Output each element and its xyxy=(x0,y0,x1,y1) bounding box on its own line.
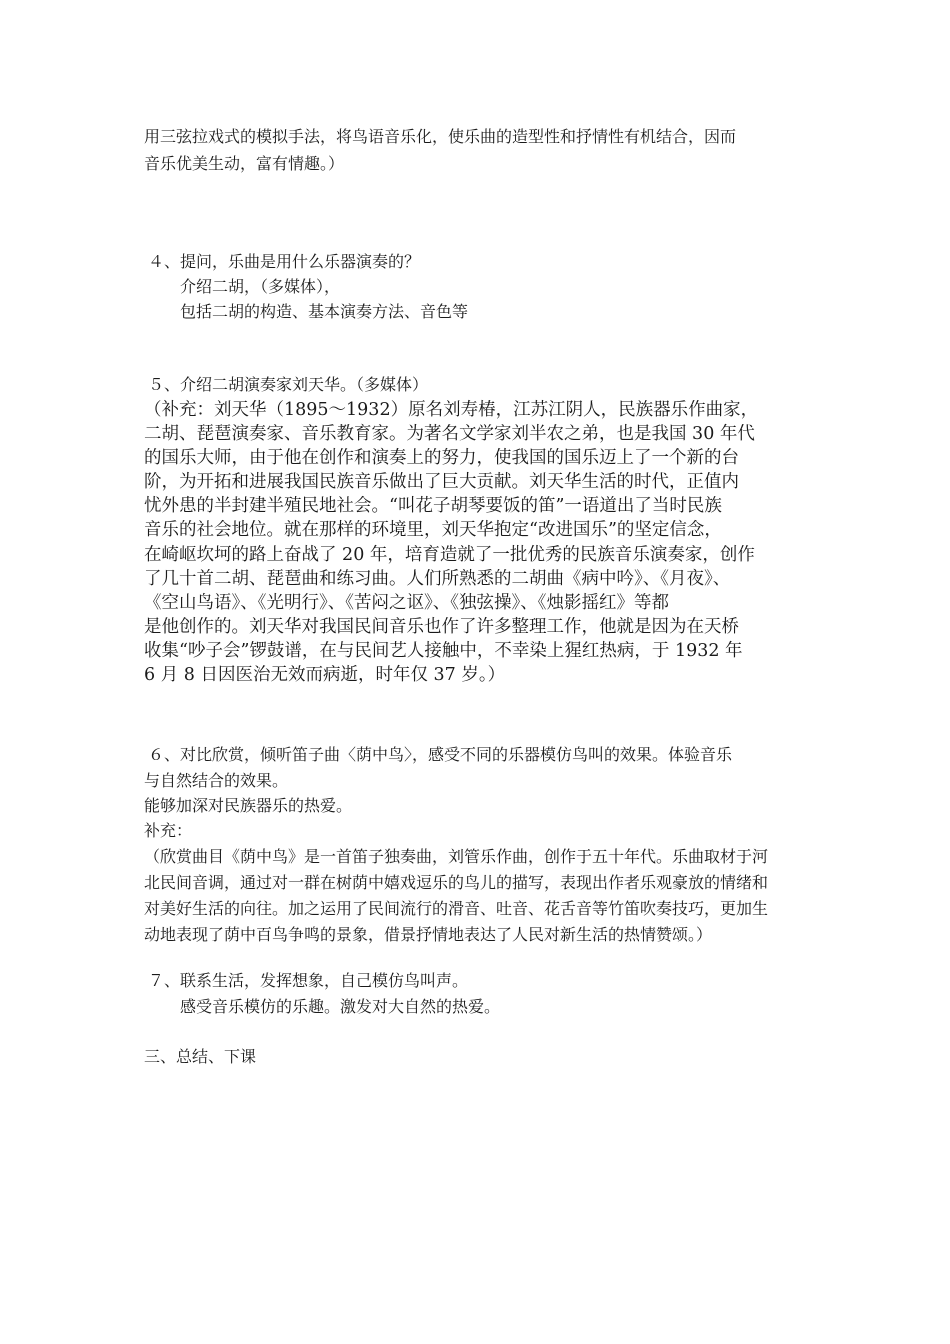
item5-line-7: 在崎岖坎坷的路上奋战了 20 年，培育造就了一批优秀的民族音乐演奏家，创作 xyxy=(144,545,755,565)
item6-line-7: 动地表现了荫中百鸟争鸣的景象，借景抒情地表达了人民对新生活的热情赞颂。） xyxy=(144,925,713,944)
item5-line-8: 了几十首二胡、琵琶曲和练习曲。人们所熟悉的二胡曲《病中吟》、《月夜》、 xyxy=(144,569,731,589)
item7-line-1: 感受音乐模仿的乐趣。激发对大自然的热爱。 xyxy=(180,997,501,1016)
item6-line-1: 与自然结合的效果。 xyxy=(144,771,289,790)
item5-line-2: 二胡、琵琶演奏家、音乐教育家。为著名文学家刘半农之弟，也是我国 30 年代 xyxy=(144,424,755,444)
item6-line-2: 能够加深对民族器乐的热爱。 xyxy=(144,796,353,815)
item6-line-3: 补充： xyxy=(144,821,193,840)
item5-line-12: 6 月 8 日因医治无效而病逝，时年仅 37 岁。） xyxy=(144,665,506,685)
item6-line-5: 北民间音调，通过对一群在树荫中嬉戏逗乐的鸟儿的描写，表现出作者乐观豪放的情绪和 xyxy=(144,873,769,892)
item5-line-11: 收集“吵子会”锣鼓谱，在与民间艺人接触中，不幸染上猩红热病，于 1932 年 xyxy=(144,641,743,661)
item4-line-1: 介绍二胡，（多媒体）， xyxy=(180,277,341,296)
item7-title: ７、联系生活，发挥想象，自己模仿鸟叫声。 xyxy=(148,971,469,990)
intro-line-1: 用三弦拉戏式的模拟手法，将鸟语音乐化，使乐曲的造型性和抒情性有机结合，因而 xyxy=(144,127,737,146)
item6-line-6: 对美好生活的向往。加之运用了民间流行的滑音、吐音、花舌音等竹笛吹奏技巧，更加生 xyxy=(144,899,769,918)
item5-line-4: 阶，为开拓和进展我国民族音乐做出了巨大贡献。刘天华生活的时代，正值内 xyxy=(144,472,739,492)
item4-title: ４、提问，乐曲是用什么乐器演奏的？ xyxy=(148,252,421,271)
intro-line-2: 音乐优美生动，富有情趣。） xyxy=(144,154,345,173)
item4-line-2: 包括二胡的构造、基本演奏方法、音色等 xyxy=(180,302,469,321)
item6-line-4: （欣赏曲目《荫中鸟》是一首笛子独奏曲，刘管乐作曲，创作于五十年代。乐曲取材于河 xyxy=(144,847,769,866)
item5-line-6: 音乐的社会地位。就在那样的环境里，刘天华抱定“改进国乐”的坚定信念， xyxy=(144,520,722,540)
item5-title: ５、介绍二胡演奏家刘天华。（多媒体） xyxy=(148,375,429,394)
item5-line-10: 是他创作的。刘天华对我国民间音乐也作了许多整理工作，他就是因为在天桥 xyxy=(144,617,739,637)
item5-line-1: （补充：刘天华（1895～1932）原名刘寿椿，江苏江阴人，民族器乐作曲家， xyxy=(144,400,759,420)
item5-line-3: 的国乐大师，由于他在创作和演奏上的努力，使我国的国乐迈上了一个新的台 xyxy=(144,448,739,468)
item5-line-5: 忧外患的半封建半殖民地社会。“叫花子胡琴要饭的笛”一语道出了当时民族 xyxy=(144,496,722,516)
item6-title: ６、对比欣赏，倾听笛子曲〈荫中鸟〉，感受不同的乐器模仿鸟叫的效果。体验音乐 xyxy=(148,745,733,764)
section3-title: 三、总结、下课 xyxy=(144,1047,257,1066)
item5-line-9: 《空山鸟语》、《光明行》、《苦闷之讴》、《独弦操》、《烛影摇红》等都 xyxy=(144,593,669,613)
